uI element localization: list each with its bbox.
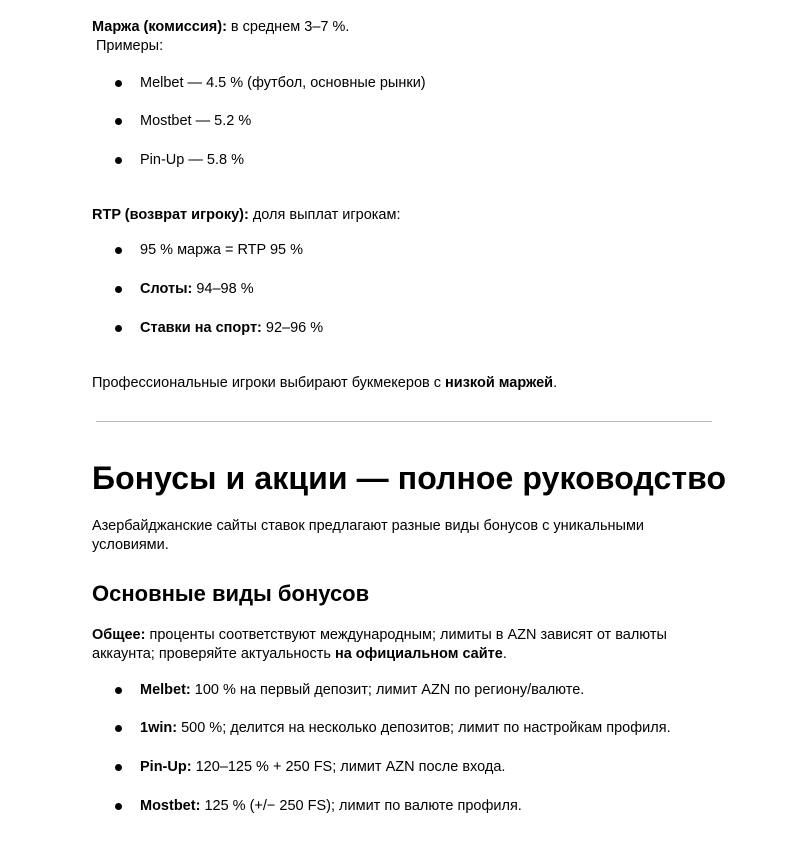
rtp-paragraph xyxy=(92,206,400,225)
official-site-bold: на официальном сайте xyxy=(334,646,503,662)
margin-paragraph xyxy=(92,18,349,37)
list-item-text: Mostbet: 125 % (+/− 250 FS); лимит по валюте профиля. xyxy=(140,798,522,814)
examples-label: Примеры: xyxy=(96,38,164,54)
list-item-text: Melbet — 4.5 % (футбол, основные рынки) xyxy=(140,75,426,91)
list-item-text: Mostbet — 5.2 % xyxy=(140,113,252,129)
bullet-icon xyxy=(115,247,122,254)
list-item-text: Melbet: 100 % на первый депозит; лимит AZN по региону/валюте. xyxy=(140,682,585,698)
rtp-label: RTP (возврат игроку): xyxy=(92,207,249,223)
bullet-icon xyxy=(115,803,122,810)
conclusion-bold: низкой маржей xyxy=(445,375,554,391)
rtp-text: доля выплат игрокам: xyxy=(248,207,401,223)
list-item-text: Pin-Up: 120–125 % + 250 FS; лимит AZN после входа. xyxy=(140,759,506,775)
margin-text: в среднем 3–7 %. xyxy=(226,19,350,35)
general-line-1: Общее: проценты соответствуют международным; лимиты в AZN зависят от валюты xyxy=(92,627,667,643)
bullet-icon xyxy=(115,687,122,694)
bullet-icon xyxy=(115,725,122,732)
horizontal-divider xyxy=(96,421,712,422)
section-heading: Бонусы и акции — полное руководство xyxy=(92,460,727,496)
bullet-icon xyxy=(115,80,122,87)
subsection-heading: Основные виды бонусов xyxy=(92,581,370,606)
bullet-icon xyxy=(115,764,122,771)
bullet-icon xyxy=(115,118,122,125)
margin-label: Маржа (комиссия): xyxy=(92,19,227,35)
list-item-text: Ставки на спорт: 92–96 % xyxy=(140,320,324,336)
intro-line-1: Азербайджанские сайты ставок предлагают разные виды бонусов с уникальными xyxy=(92,518,645,534)
bullet-icon xyxy=(115,325,122,332)
general-line-2: аккаунта; проверяйте актуальность на официальном сайте. xyxy=(92,646,507,662)
list-item-text: 95 % маржа = RTP 95 % xyxy=(140,242,304,258)
list-item-text: Слоты: 94–98 % xyxy=(140,281,254,297)
bullet-icon xyxy=(115,157,122,164)
list-item-text: 1win: 500 %; делится на несколько депозитов; лимит по настройкам профиля. xyxy=(140,720,671,736)
list-item-text: Pin-Up — 5.8 % xyxy=(140,152,244,168)
general-label: Общее: xyxy=(92,627,146,643)
intro-line-2: условиями. xyxy=(92,537,169,553)
bullet-icon xyxy=(115,286,122,293)
conclusion-paragraph: Профессиональные игроки выбирают букмекеров с низкой маржей. xyxy=(92,375,558,391)
